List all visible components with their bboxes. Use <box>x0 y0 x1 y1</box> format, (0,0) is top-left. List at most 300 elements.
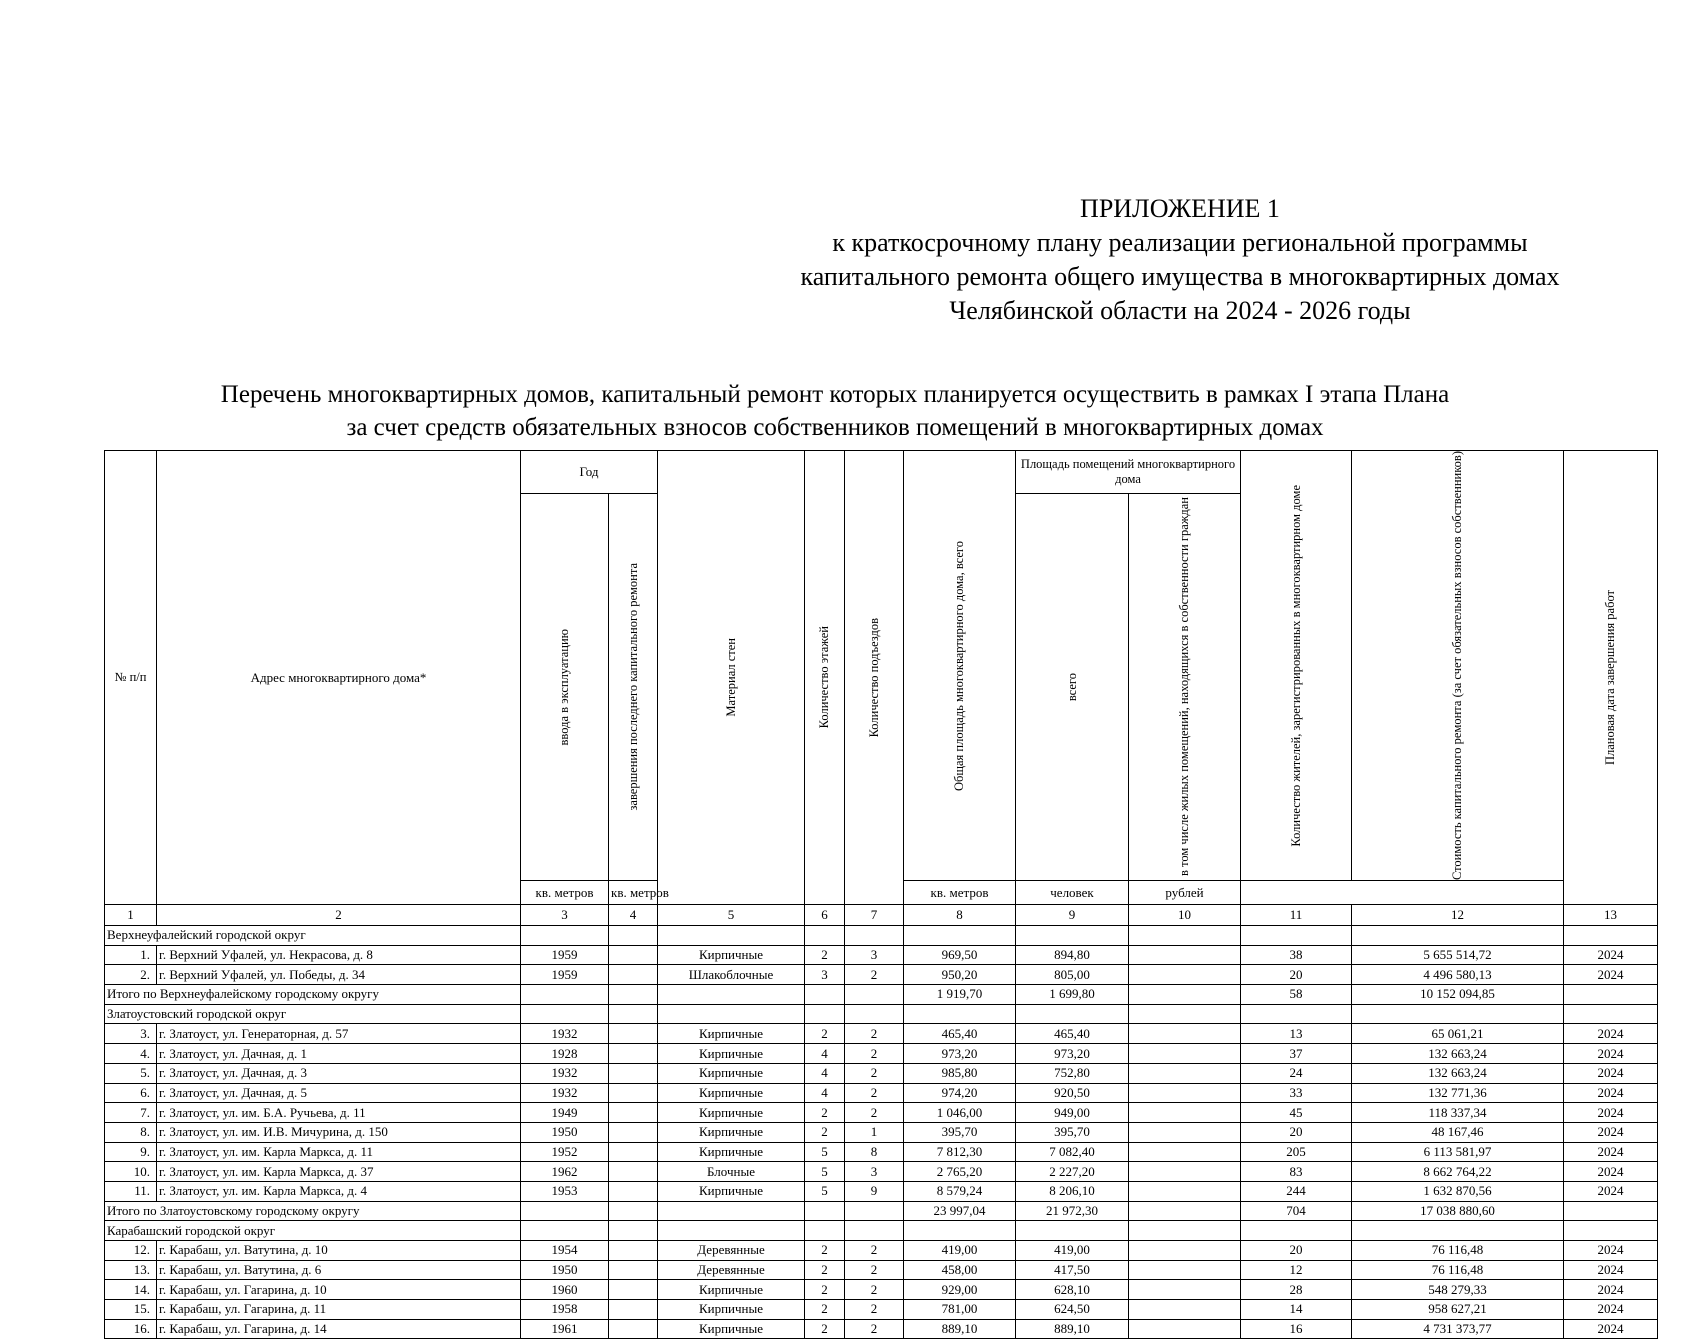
table-cell: 2 <box>845 1044 904 1064</box>
table-cell <box>1129 1083 1241 1103</box>
table-cell <box>609 1083 658 1103</box>
table-cell: 2 <box>805 1122 845 1142</box>
group-title: Златоустовский городской округ <box>105 1004 521 1024</box>
table-cell: 969,50 <box>904 945 1016 965</box>
column-number: 6 <box>805 905 845 926</box>
table-row <box>105 1162 1658 1182</box>
unit-total-area: кв. метров <box>521 881 609 905</box>
table-cell: 2 <box>845 1260 904 1280</box>
table-cell: 16. <box>105 1319 157 1339</box>
table-row <box>105 1063 1658 1083</box>
table-cell <box>1129 1103 1241 1123</box>
table-cell <box>609 1122 658 1142</box>
table-cell: 76 116,48 <box>1352 1260 1564 1280</box>
table-cell: 24 <box>1241 1063 1352 1083</box>
table-cell <box>609 965 658 985</box>
header-entrances: Количество подъездов <box>845 451 904 905</box>
table-cell: 83 <box>1241 1162 1352 1182</box>
table-cell: 2024 <box>1564 1241 1658 1261</box>
table-cell <box>1129 1004 1241 1024</box>
table-cell: 3 <box>845 1162 904 1182</box>
table-cell <box>805 1004 845 1024</box>
header-premises-group: Площадь помещений многоквартирного дома <box>1016 451 1241 494</box>
table-cell: 13. <box>105 1260 157 1280</box>
table-cell: Кирпичные <box>658 1142 805 1162</box>
table-cell: 624,50 <box>1016 1300 1129 1320</box>
table-row <box>105 1300 1658 1320</box>
table-cell <box>1016 926 1129 946</box>
table-cell: 2. <box>105 965 157 985</box>
table-cell: 2 <box>845 1300 904 1320</box>
table-cell: 45 <box>1241 1103 1352 1123</box>
column-number: 10 <box>1129 905 1241 926</box>
header-year-last-repair: завершения последнего капитального ремонта <box>609 493 658 880</box>
table-cell: 2 <box>845 1024 904 1044</box>
table-cell: 76 116,48 <box>1352 1241 1564 1261</box>
appendix-heading <box>700 192 1660 328</box>
table-cell <box>1129 1241 1241 1261</box>
table-cell <box>1241 926 1352 946</box>
table-cell: 4 <box>805 1044 845 1064</box>
group-title: Верхнеуфалейский городской округ <box>105 926 521 946</box>
table-cell: г. Златоуст, ул. Генераторная, д. 57 <box>157 1024 521 1044</box>
table-cell: 1949 <box>521 1103 609 1123</box>
table-cell <box>609 1260 658 1280</box>
table-cell: 8 <box>845 1142 904 1162</box>
table-cell: 28 <box>1241 1280 1352 1300</box>
table-cell: Кирпичные <box>658 1083 805 1103</box>
table-cell: 752,80 <box>1016 1063 1129 1083</box>
table-cell: 1 046,00 <box>904 1103 1016 1123</box>
table-cell: 1962 <box>521 1162 609 1182</box>
table-cell <box>521 1004 609 1024</box>
table-cell: 973,20 <box>1016 1044 1129 1064</box>
table-cell <box>1129 1162 1241 1182</box>
table-cell: 4. <box>105 1044 157 1064</box>
table-cell <box>1016 1221 1129 1241</box>
table-cell <box>1241 1004 1352 1024</box>
table-cell: г. Верхний Уфалей, ул. Некрасова, д. 8 <box>157 945 521 965</box>
table-cell: 2 <box>805 1319 845 1339</box>
column-number: 8 <box>904 905 1016 926</box>
table-cell: г. Карабаш, ул. Ватутина, д. 6 <box>157 1260 521 1280</box>
table-cell: г. Верхний Уфалей, ул. Победы, д. 34 <box>157 965 521 985</box>
table-cell: 2024 <box>1564 1063 1658 1083</box>
unit-cost: рублей <box>1129 881 1241 905</box>
column-number: 7 <box>845 905 904 926</box>
table-cell: 7 812,30 <box>904 1142 1016 1162</box>
table-cell <box>1129 1122 1241 1142</box>
table-cell: 8 579,24 <box>904 1181 1016 1201</box>
table-cell <box>1241 1221 1352 1241</box>
table-cell: 465,40 <box>904 1024 1016 1044</box>
table-cell: Кирпичные <box>658 1063 805 1083</box>
table-cell: 2024 <box>1564 1260 1658 1280</box>
table-cell: 2024 <box>1564 1024 1658 1044</box>
table-cell: 2024 <box>1564 1083 1658 1103</box>
table-cell: Деревянные <box>658 1260 805 1280</box>
subtotal-row <box>105 1201 1658 1221</box>
table-cell: 2 <box>845 1103 904 1123</box>
table-row <box>105 1044 1658 1064</box>
table-cell: 2 <box>805 1260 845 1280</box>
table-cell <box>1129 1063 1241 1083</box>
table-cell <box>609 1142 658 1162</box>
table-cell: 974,20 <box>904 1083 1016 1103</box>
table-cell: 132 771,36 <box>1352 1083 1564 1103</box>
table-cell: Кирпичные <box>658 1319 805 1339</box>
table-cell: 1958 <box>521 1300 609 1320</box>
table-cell: 48 167,46 <box>1352 1122 1564 1142</box>
table-cell <box>1129 1221 1241 1241</box>
subtotal-cost: 17 038 880,60 <box>1352 1201 1564 1221</box>
table-cell: 5 <box>805 1181 845 1201</box>
table-cell <box>904 1221 1016 1241</box>
table-cell <box>1129 985 1241 1005</box>
table-cell: 419,00 <box>904 1241 1016 1261</box>
table-cell: 950,20 <box>904 965 1016 985</box>
table-cell <box>1564 1004 1658 1024</box>
table-cell: 5 <box>805 1162 845 1182</box>
table-cell: 2024 <box>1564 1280 1658 1300</box>
table-cell <box>609 1300 658 1320</box>
table-cell <box>1352 926 1564 946</box>
table-cell: 7 082,40 <box>1016 1142 1129 1162</box>
table-cell: 1932 <box>521 1063 609 1083</box>
subtotal-total-area: 1 919,70 <box>904 985 1016 1005</box>
table-cell <box>609 1221 658 1241</box>
table-cell: 2024 <box>1564 1044 1658 1064</box>
table-cell: Блочные <box>658 1162 805 1182</box>
table-row <box>105 1083 1658 1103</box>
document-title-line: за счет средств обязательных взносов собственников помещений в многоквартирных домах <box>346 414 1324 441</box>
table-cell: 1953 <box>521 1181 609 1201</box>
unit-premises-total: кв. метров <box>609 881 658 905</box>
subtotal-total-area: 23 997,04 <box>904 1201 1016 1221</box>
table-cell: 33 <box>1241 1083 1352 1103</box>
table-cell <box>904 926 1016 946</box>
table-cell: 628,10 <box>1016 1280 1129 1300</box>
table-cell: 1932 <box>521 1083 609 1103</box>
column-number: 11 <box>1241 905 1352 926</box>
table-cell: 2 <box>845 1063 904 1083</box>
table-cell: 6 113 581,97 <box>1352 1142 1564 1162</box>
document-title-line: Перечень многоквартирных домов, капитальный ремонт которых планируется осуществить в рамках I этапа Плана <box>220 381 1450 408</box>
table-cell: 13 <box>1241 1024 1352 1044</box>
table-cell: 1959 <box>521 965 609 985</box>
table-cell <box>1129 945 1241 965</box>
table-cell <box>609 985 658 1005</box>
table-cell <box>658 985 805 1005</box>
table-cell: 244 <box>1241 1181 1352 1201</box>
header-wall-material: Материал стен <box>658 451 805 905</box>
header-premises-total: всего <box>1016 493 1129 880</box>
table-cell <box>521 1221 609 1241</box>
table-cell <box>658 1201 805 1221</box>
subtotal-residents: 58 <box>1241 985 1352 1005</box>
table-cell: 4 <box>805 1083 845 1103</box>
table-cell <box>609 1162 658 1182</box>
column-number: 5 <box>658 905 805 926</box>
table-cell: 20 <box>1241 1241 1352 1261</box>
table-cell: 395,70 <box>1016 1122 1129 1142</box>
table-cell <box>609 1063 658 1083</box>
table-cell: 3. <box>105 1024 157 1044</box>
table-cell: Кирпичные <box>658 945 805 965</box>
table-cell <box>845 1221 904 1241</box>
table-cell <box>1129 1024 1241 1044</box>
table-cell: 2024 <box>1564 1103 1658 1123</box>
header-cost: Стоимость капитального ремонта (за счет обязательных взносов собственников) <box>1352 451 1564 881</box>
table-cell: 1954 <box>521 1241 609 1261</box>
header-floors: Количество этажей <box>805 451 845 905</box>
table-cell: г. Златоуст, ул. им. Карла Маркса, д. 11 <box>157 1142 521 1162</box>
table-cell: 929,00 <box>904 1280 1016 1300</box>
table-cell <box>1129 1280 1241 1300</box>
table-cell: Кирпичные <box>658 1280 805 1300</box>
table-cell <box>1129 1044 1241 1064</box>
table-cell: 5 655 514,72 <box>1352 945 1564 965</box>
table-cell: 1 632 870,56 <box>1352 1181 1564 1201</box>
table-cell: 2 <box>845 1319 904 1339</box>
table-cell <box>845 985 904 1005</box>
table-cell: 419,00 <box>1016 1241 1129 1261</box>
table-cell <box>658 926 805 946</box>
table-row <box>105 945 1658 965</box>
table-cell: 7. <box>105 1103 157 1123</box>
table-cell: 132 663,24 <box>1352 1044 1564 1064</box>
table-cell: 889,10 <box>1016 1319 1129 1339</box>
table-cell: 2 <box>845 1280 904 1300</box>
table-cell: 8 206,10 <box>1016 1181 1129 1201</box>
table-cell: 12 <box>1241 1260 1352 1280</box>
table-cell: 781,00 <box>904 1300 1016 1320</box>
table-cell <box>1129 1300 1241 1320</box>
table-cell: 16 <box>1241 1319 1352 1339</box>
table-cell: 417,50 <box>1016 1260 1129 1280</box>
table-cell: 1950 <box>521 1122 609 1142</box>
table-cell: г. Карабаш, ул. Гагарина, д. 11 <box>157 1300 521 1320</box>
table-cell <box>1129 1260 1241 1280</box>
table-cell <box>1564 926 1658 946</box>
group-header-row <box>105 926 1658 946</box>
table-cell <box>521 926 609 946</box>
table-cell: г. Златоуст, ул. Дачная, д. 1 <box>157 1044 521 1064</box>
table-cell: 2024 <box>1564 1122 1658 1142</box>
table-cell: 1928 <box>521 1044 609 1064</box>
table-cell: Кирпичные <box>658 1044 805 1064</box>
table-cell: 2024 <box>1564 1181 1658 1201</box>
table-cell: 395,70 <box>904 1122 1016 1142</box>
table-body <box>105 926 1658 1339</box>
header-num: № п/п <box>105 451 157 905</box>
document-title <box>100 378 1570 444</box>
table-cell: 14 <box>1241 1300 1352 1320</box>
table-cell: Деревянные <box>658 1241 805 1261</box>
table-cell <box>805 1201 845 1221</box>
column-number: 2 <box>157 905 521 926</box>
table-cell <box>521 1201 609 1221</box>
table-cell: Кирпичные <box>658 1103 805 1123</box>
table-cell: 805,00 <box>1016 965 1129 985</box>
table-cell: 3 <box>845 945 904 965</box>
subtotal-premises-total: 1 699,80 <box>1016 985 1129 1005</box>
table-cell <box>609 1201 658 1221</box>
table-cell: 37 <box>1241 1044 1352 1064</box>
header-total-area: Общая площадь многоквартирного дома, всего <box>904 451 1016 881</box>
table-cell: 4 731 373,77 <box>1352 1319 1564 1339</box>
table-cell: 2 <box>845 1083 904 1103</box>
table-cell: 14. <box>105 1280 157 1300</box>
table-cell: 949,00 <box>1016 1103 1129 1123</box>
column-number: 9 <box>1016 905 1129 926</box>
table-cell <box>609 1241 658 1261</box>
table-cell <box>609 1044 658 1064</box>
table-cell: 2 <box>805 1103 845 1123</box>
table-cell: 3 <box>805 965 845 985</box>
table-cell <box>1352 1221 1564 1241</box>
table-cell <box>609 1181 658 1201</box>
table-cell: 132 663,24 <box>1352 1063 1564 1083</box>
table-cell <box>845 1004 904 1024</box>
table-cell <box>805 985 845 1005</box>
table-cell <box>609 926 658 946</box>
table-cell: 4 496 580,13 <box>1352 965 1564 985</box>
table-cell: 8. <box>105 1122 157 1142</box>
header-completion-date: Плановая дата завершения работ <box>1564 451 1658 905</box>
subtotal-cost: 10 152 094,85 <box>1352 985 1564 1005</box>
table-cell: 65 061,21 <box>1352 1024 1564 1044</box>
table-cell: 894,80 <box>1016 945 1129 965</box>
table-cell <box>1564 1201 1658 1221</box>
table-cell: 2024 <box>1564 1319 1658 1339</box>
table-cell: Кирпичные <box>658 1122 805 1142</box>
table-cell: г. Карабаш, ул. Гагарина, д. 14 <box>157 1319 521 1339</box>
table-cell: 2 227,20 <box>1016 1162 1129 1182</box>
table-cell <box>904 1004 1016 1024</box>
table-cell: г. Златоуст, ул. Дачная, д. 5 <box>157 1083 521 1103</box>
table-row <box>105 1319 1658 1339</box>
table-cell <box>1352 1004 1564 1024</box>
table-cell <box>521 985 609 1005</box>
table-cell <box>609 945 658 965</box>
table-cell: 5 <box>805 1142 845 1162</box>
table-row <box>105 965 1658 985</box>
table-cell: 2 <box>805 1300 845 1320</box>
column-number-row <box>105 905 1658 926</box>
table-cell: 2 <box>805 1241 845 1261</box>
header-address: Адрес многоквартирного дома* <box>157 451 521 905</box>
table-row <box>105 1122 1658 1142</box>
table-cell: 12. <box>105 1241 157 1261</box>
table-cell: 465,40 <box>1016 1024 1129 1044</box>
table-cell: 6. <box>105 1083 157 1103</box>
table-cell: г. Златоуст, ул. им. И.В. Мичурина, д. 150 <box>157 1122 521 1142</box>
header-premises-private: в том числе жилых помещений, находящихся в собственности граждан <box>1129 493 1241 880</box>
table-cell: 20 <box>1241 965 1352 985</box>
table-cell <box>609 1319 658 1339</box>
subtotal-label: Итого по Златоустовскому городскому округу <box>105 1201 521 1221</box>
table-cell <box>845 926 904 946</box>
table-cell: 1. <box>105 945 157 965</box>
unit-residents: человек <box>1016 881 1129 905</box>
table-cell <box>1016 1004 1129 1024</box>
table-cell <box>1129 1142 1241 1162</box>
table-cell: Кирпичные <box>658 1300 805 1320</box>
table-cell: 958 627,21 <box>1352 1300 1564 1320</box>
table-cell: г. Златоуст, ул. им. Б.А. Ручьева, д. 11 <box>157 1103 521 1123</box>
table-cell: 1950 <box>521 1260 609 1280</box>
table-cell <box>845 1201 904 1221</box>
table-cell: 458,00 <box>904 1260 1016 1280</box>
table-cell: 1952 <box>521 1142 609 1162</box>
table-cell: 11. <box>105 1181 157 1201</box>
table-row <box>105 1260 1658 1280</box>
table-row <box>105 1181 1658 1201</box>
table-cell: 2 <box>805 945 845 965</box>
appendix-title: ПРИЛОЖЕНИЕ 1 <box>1080 194 1280 223</box>
table-row <box>105 1024 1658 1044</box>
table-cell: 1932 <box>521 1024 609 1044</box>
table-cell <box>658 1004 805 1024</box>
table-cell <box>609 1004 658 1024</box>
table-cell: 20 <box>1241 1122 1352 1142</box>
table-row <box>105 1142 1658 1162</box>
table-cell: 4 <box>805 1063 845 1083</box>
table-cell: 2 765,20 <box>904 1162 1016 1182</box>
table-cell: 973,20 <box>904 1044 1016 1064</box>
table-cell: 2024 <box>1564 1162 1658 1182</box>
table-cell <box>1129 965 1241 985</box>
table-cell: 1961 <box>521 1319 609 1339</box>
table-cell: 2024 <box>1564 945 1658 965</box>
table-cell <box>1564 985 1658 1005</box>
table-cell: 2 <box>805 1024 845 1044</box>
table-cell: Кирпичные <box>658 1181 805 1201</box>
table-cell <box>658 1221 805 1241</box>
table-cell: 2024 <box>1564 1300 1658 1320</box>
group-header-row <box>105 1221 1658 1241</box>
subtotal-premises-total: 21 972,30 <box>1016 1201 1129 1221</box>
table-cell: 1 <box>845 1122 904 1142</box>
table-cell: 889,10 <box>904 1319 1016 1339</box>
table-cell: 1960 <box>521 1280 609 1300</box>
unit-premises-private: кв. метров <box>904 881 1016 905</box>
subtotal-label: Итого по Верхнеуфалейскому городскому округу <box>105 985 521 1005</box>
appendix-line: к краткосрочному плану реализации региональной программы <box>832 228 1528 257</box>
table-row <box>105 1103 1658 1123</box>
table-cell: г. Карабаш, ул. Ватутина, д. 10 <box>157 1241 521 1261</box>
table-cell: 2024 <box>1564 1142 1658 1162</box>
table-cell <box>609 1024 658 1044</box>
table-cell <box>1129 926 1241 946</box>
table-cell: 15. <box>105 1300 157 1320</box>
column-number: 3 <box>521 905 609 926</box>
header-residents: Количество жителей, зарегистрированных в многоквартирном доме <box>1241 451 1352 881</box>
table-row <box>105 1241 1658 1261</box>
group-header-row <box>105 1004 1658 1024</box>
table-cell: 1959 <box>521 945 609 965</box>
table-cell: г. Карабаш, ул. Гагарина, д. 10 <box>157 1280 521 1300</box>
table-cell: 2 <box>845 965 904 985</box>
table-cell: 118 337,34 <box>1352 1103 1564 1123</box>
table-cell: Кирпичные <box>658 1024 805 1044</box>
table-cell: Шлакоблочные <box>658 965 805 985</box>
table-cell: г. Златоуст, ул. им. Карла Маркса, д. 37 <box>157 1162 521 1182</box>
subtotal-row <box>105 985 1658 1005</box>
appendix-line: капитального ремонта общего имущества в многоквартирных домах <box>800 262 1560 291</box>
table-cell: 5. <box>105 1063 157 1083</box>
